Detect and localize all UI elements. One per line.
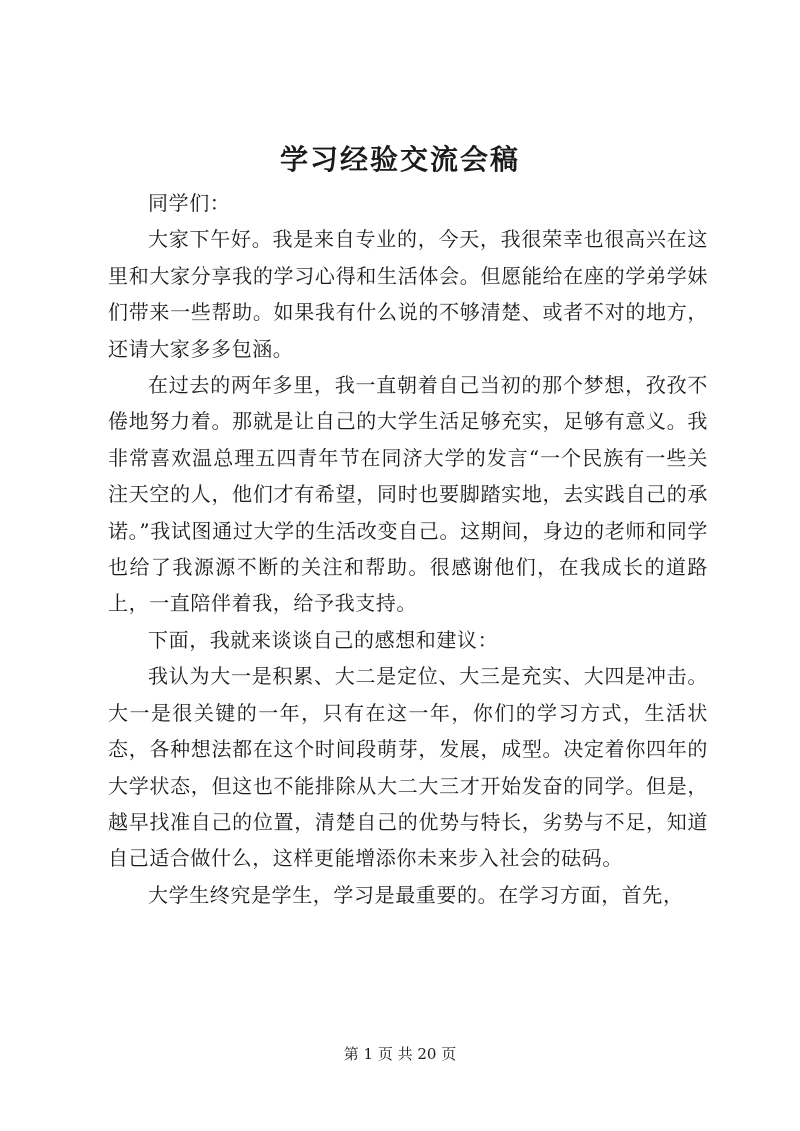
page-number-footer: 第 1 页 共 20 页 — [343, 1045, 457, 1063]
paragraph-dream: 在过去的两年多里，我一直朝着自己当初的那个梦想，孜孜不倦地努力着。那就是让自己的大学生活足够充实，足够有意义。我非常喜欢温总理五四青年节在同济大学的发言“一个民族有一些关注天空的人，他们才有希望，同时也要脚踏实地，去实践自己的承诺。”我试图通过大学的生活改变自己。这期间，身边的老师和同学也给了我源源不断的关注和帮助。很感谢他们，在我成长的道路上，一直陪伴着我，给予我支持。 — [108, 373, 708, 616]
paragraph-study: 大学生终究是学生，学习是最重要的。在学习方面，首先， — [148, 882, 684, 907]
document-body — [108, 185, 708, 913]
paragraph-years: 我认为大一是积累、大二是定位、大三是充实、大四是冲击。大一是很关键的一年，只有在这一年，你们的学习方式，生活状态，各种想法都在这个时间段萌芽，发展，成型。决定着你四年的大学状态，但这也不能排除从大二大三才开始发奋的同学。但是，越早找准自己的位置，清楚自己的优势与特长，劣势与不足，知道自己适合做什么，这样更能增添你未来步入社会的砝码。 — [108, 664, 708, 871]
paragraph-greeting: 同学们： — [148, 191, 231, 215]
document-title: 学习经验交流会稿 — [279, 143, 520, 176]
paragraph-intro: 大家下午好。我是来自专业的，今天，我很荣幸也很高兴在这里和大家分享我的学习心得和生活体会。但愿能给在座的学弟学妹们带来一些帮助。如果我有什么说的不够清楚、或者不对的地方，还请大家多多包涵。 — [108, 227, 708, 361]
paragraph-transition: 下面，我就来谈谈自己的感想和建议： — [148, 627, 499, 652]
